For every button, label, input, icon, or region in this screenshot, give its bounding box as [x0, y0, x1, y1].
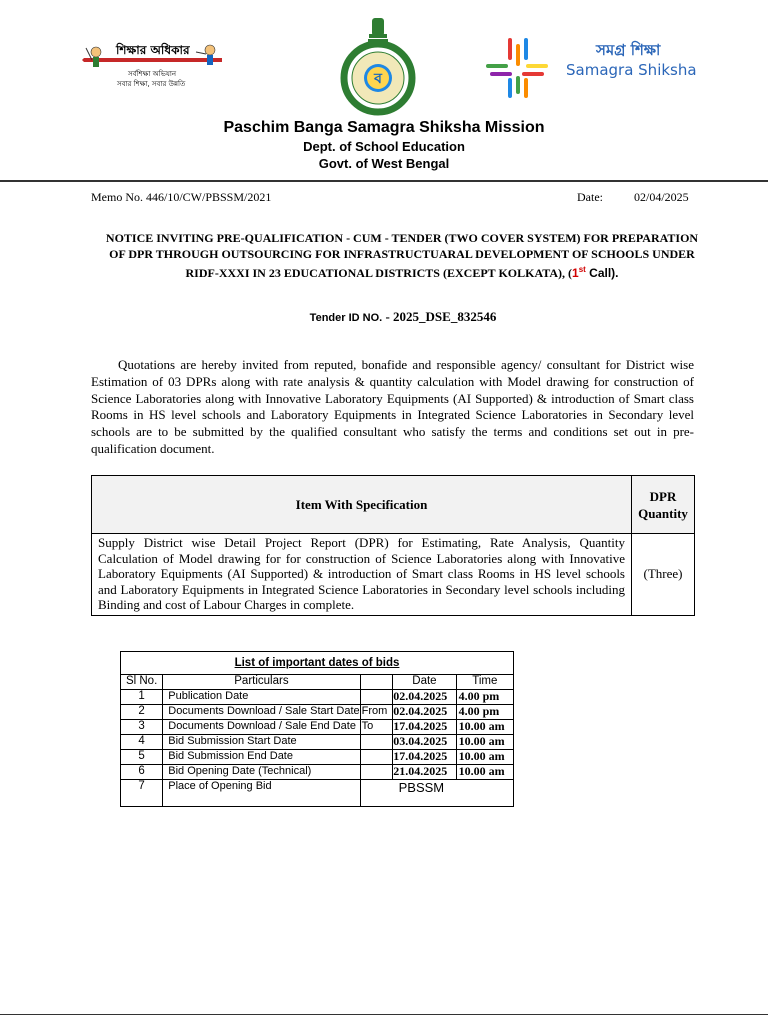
row-sl: 7	[121, 780, 163, 807]
tender-id-value: - 2025_DSE_832546	[382, 309, 497, 324]
row-from-to	[360, 735, 393, 750]
header-time: Time	[456, 675, 513, 690]
spec-header-qty: DPR Quantity	[632, 476, 695, 534]
org-dept: Dept. of School Education	[303, 139, 465, 154]
spec-description: Supply District wise Detail Project Report (DPR) for Estimating, Rate Analysis, Quantity Calculation of Model drawing for for construction of Science Laboratories along with Innovative Laboratory Equipments (AI Supported) & introduction of Smart class Rooms in HS level schools and Laboratory Equipments in Integrated Science Laboratories in Secondary level schools including Binding and cost of Labour Charges in complete.	[92, 534, 632, 616]
row-sl: 4	[121, 735, 163, 750]
row-particular: Place of Opening Bid	[163, 780, 360, 807]
dates-caption: List of important dates of bids	[121, 652, 514, 675]
row-time: 10.00 am	[456, 765, 513, 780]
logo-left-line1: সর্বশিক্ষা অভিযান	[128, 70, 177, 78]
tender-id	[0, 309, 768, 325]
row-date: 02.04.2025	[393, 705, 456, 720]
table-row	[121, 765, 514, 780]
row-date: 03.04.2025	[393, 735, 456, 750]
row-particular: Documents Download / Sale End Date	[163, 720, 360, 735]
row-sl: 2	[121, 705, 163, 720]
date-value: 02/04/2025	[634, 190, 689, 204]
table-row	[121, 720, 514, 735]
row-sl: 1	[121, 690, 163, 705]
header-date: Date	[393, 675, 456, 690]
invitation-paragraph: Quotations are hereby invited from reputed, bonafide and responsible agency/ consultant for District wise Estimation of 03 DPRs along with rate analysis & quantity calculation with Model drawing for construction of Science Laboratories along with Innovative Laboratory Equipments (AI Supported) & introduction of Smart class Rooms in HS level schools and Laboratory Equipments in Integrated Science Laboratories in Secondary level schools are to be submitted by the qualified consultant who satisfy the terms and conditions set out in pre- qualification document.	[91, 357, 694, 456]
header-particulars: Particulars	[163, 675, 360, 690]
svg-text:ব: ব	[374, 71, 382, 87]
row-date: 21.04.2025	[393, 765, 456, 780]
row-date: 17.04.2025	[393, 750, 456, 765]
logo-left-line2: সবার শিক্ষা, সবার উন্নতি	[117, 80, 186, 88]
footer-divider	[0, 1014, 768, 1015]
row-from-to: From	[360, 705, 393, 720]
notice-text: NOTICE INVITING PRE-QUALIFICATION - CUM - TENDER (TWO COVER SYSTEM) FOR PREPARATION OF DPR THROUGH OUTSOURCING FOR INFRASTRUCTUARAL DEVELOPMENT OF SCHOOLS UNDER RIDF-XXXI IN 23 EDUCATIONAL DISTRICTS (EXCEPT KOLKATA), (	[105, 231, 699, 280]
call-suffix: Call).	[585, 266, 619, 280]
row-particular: Bid Opening Date (Technical)	[163, 765, 360, 780]
samagra-shiksha-brand	[566, 40, 726, 80]
memo-number: Memo No. 446/10/CW/PBSSM/2021	[91, 190, 272, 204]
row-sl: 3	[121, 720, 163, 735]
row-particular: Bid Submission Start Date	[163, 735, 360, 750]
table-row	[121, 690, 514, 705]
row-time: 4.00 pm	[456, 690, 513, 705]
samagra-shiksha-logo-icon	[484, 36, 550, 100]
row-from-to: To	[360, 720, 393, 735]
row-from-to	[360, 690, 393, 705]
header-blank	[360, 675, 393, 690]
spec-quantity: (Three)	[632, 534, 695, 616]
notice-heading	[100, 231, 704, 282]
row-time: 10.00 am	[456, 735, 513, 750]
row-date: 17.04.2025	[393, 720, 456, 735]
logo-left-title: শিক্ষার অধিকার	[116, 43, 190, 57]
shikshar-adhikar-logo	[82, 38, 224, 92]
important-dates-table	[120, 651, 514, 807]
brand-bengali: সমগ্র শিক্ষা	[596, 41, 661, 59]
specification-table	[91, 475, 695, 616]
row-sl: 5	[121, 750, 163, 765]
row-from-to	[360, 765, 393, 780]
row-particular: Publication Date	[163, 690, 360, 705]
org-govt: Govt. of West Bengal	[318, 156, 450, 171]
row-time: 10.00 am	[456, 720, 513, 735]
date-label: Date:	[577, 190, 603, 204]
row-date: 02.04.2025	[393, 690, 456, 705]
header-divider	[0, 180, 768, 182]
table-row	[121, 780, 514, 807]
row-time: 10.00 am	[456, 750, 513, 765]
table-row	[121, 750, 514, 765]
row-particular: Documents Download / Sale Start Date	[163, 705, 360, 720]
row-from-to	[360, 750, 393, 765]
row-time: 4.00 pm	[456, 705, 513, 720]
call-number: 1st	[572, 265, 586, 280]
table-row	[121, 735, 514, 750]
tender-id-label: Tender ID NO.	[309, 312, 383, 324]
west-bengal-emblem	[340, 16, 416, 120]
org-name: Paschim Banga Samagra Shiksha Mission	[223, 119, 545, 136]
row-place: PBSSM	[360, 780, 513, 807]
row-particular: Bid Submission End Date	[163, 750, 360, 765]
header-sl: Sl No.	[121, 675, 163, 690]
table-row	[121, 705, 514, 720]
spec-header-item: Item With Specification	[92, 476, 632, 534]
row-sl: 6	[121, 765, 163, 780]
brand-english: Samagra Shiksha	[566, 61, 697, 79]
